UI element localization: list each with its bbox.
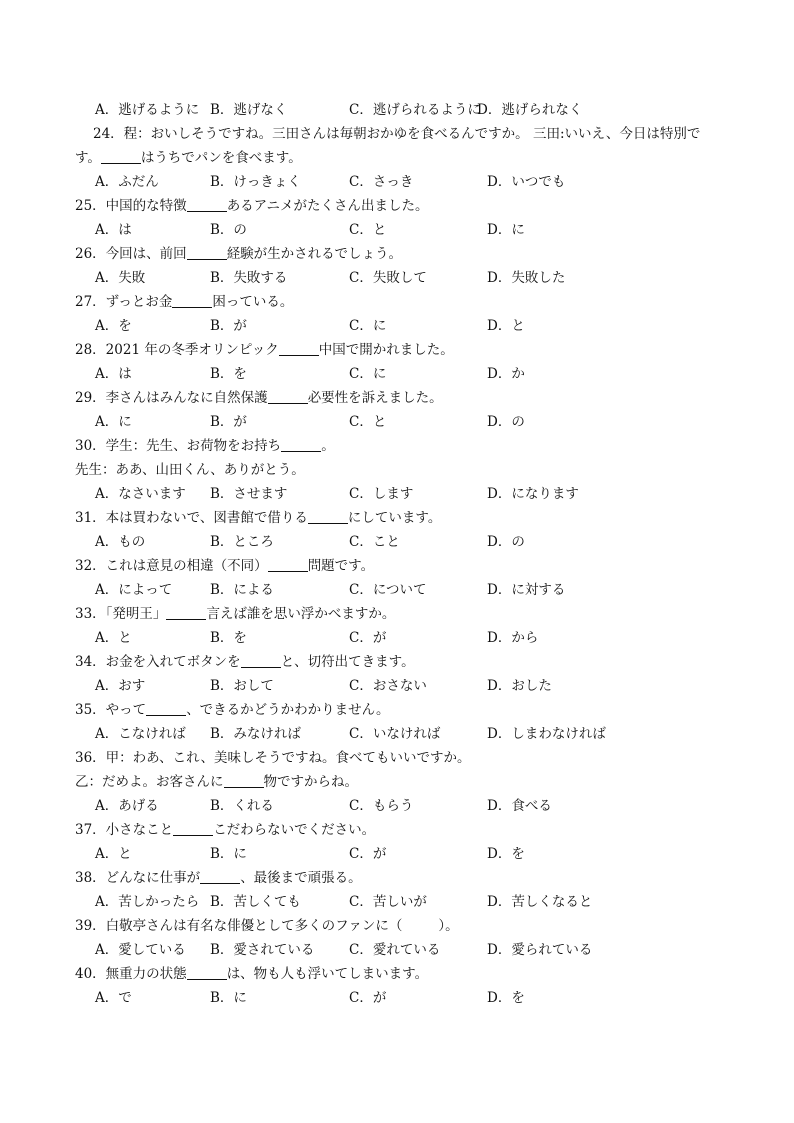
q37-option-d: D．を <box>487 846 525 862</box>
q35-question <box>75 699 734 721</box>
q35-option-a: A．こなければ <box>95 726 186 742</box>
q39-option-d: D．愛られている <box>487 942 593 958</box>
q30-option-a: A．なさいます <box>95 486 186 502</box>
q27-options <box>95 315 734 337</box>
q36-question-line1: 36．甲：わあ、これ、美味しそうですね。食べてもいいですか。 <box>75 750 471 766</box>
answer-blank <box>187 197 227 212</box>
q33-option-d: D．から <box>487 630 539 646</box>
q28-text-pre: 28．2021 年の冬季オリンピック <box>75 342 279 358</box>
q38-option-d: D．苦しくなると <box>487 894 593 910</box>
q39-options <box>95 939 734 961</box>
q28-option-a: A．は <box>95 366 132 382</box>
q26-question <box>75 243 734 265</box>
q24-question-line2 <box>75 147 734 169</box>
q35-option-c: C．いなければ <box>349 726 441 742</box>
q29-option-a: A．に <box>95 414 132 430</box>
answer-blank <box>101 149 141 164</box>
q29-option-d: D．の <box>487 414 525 430</box>
q25-options <box>95 219 734 241</box>
q23-option-d: D．逃げられなく <box>477 102 583 118</box>
q30-question-line1 <box>75 435 734 457</box>
answer-blank <box>146 701 186 716</box>
q30-question-line2: 先生：ああ、山田くん、ありがとう。 <box>75 462 305 478</box>
q31-option-d: D．の <box>487 534 525 550</box>
q27-option-c: C．に <box>349 318 387 334</box>
q26-text-post: 経験が生かされるでしょう。 <box>226 246 403 262</box>
q31-question <box>75 507 734 529</box>
q27-option-a: A．を <box>95 318 132 334</box>
q35-option-b: B．みなければ <box>210 726 301 742</box>
q36-question-line2 <box>75 771 734 793</box>
q34-option-b: B．おして <box>210 678 274 694</box>
q35-options <box>95 723 734 745</box>
q25-option-d: D．に <box>487 222 525 238</box>
q23-options <box>95 99 734 121</box>
q34-option-a: A．おす <box>95 678 146 694</box>
q37-option-c: C．が <box>349 846 387 862</box>
q38-option-c: C．苦しいが <box>349 894 427 910</box>
q33-question <box>75 603 734 625</box>
q33-options <box>95 627 734 649</box>
q29-options <box>95 411 734 433</box>
q33-text-pre: 33．「発明王」 <box>75 606 167 622</box>
q33-option-b: B．を <box>210 630 247 646</box>
q27-option-b: B．が <box>210 318 247 334</box>
q37-option-b: B．に <box>210 846 247 862</box>
answer-blank <box>308 509 348 524</box>
q33-option-a: A．と <box>95 630 132 646</box>
q28-option-d: D．か <box>487 366 525 382</box>
q40-text-pre: 40．無重力の状態 <box>75 966 187 982</box>
q28-question <box>75 339 734 361</box>
q27-text-post: 困っている。 <box>212 294 294 310</box>
q36-text-post: 物ですからね。 <box>263 774 358 790</box>
q32-question <box>75 555 734 577</box>
q28-option-b: B．を <box>210 366 247 382</box>
q34-options <box>95 675 734 697</box>
q32-text-pre: 32．これは意見の相違（不同） <box>75 558 268 574</box>
answer-blank <box>173 821 213 836</box>
q39-option-c: C．愛れている <box>349 942 441 958</box>
q37-text-pre: 37．小さなこと <box>75 822 174 838</box>
q24-options <box>95 171 734 193</box>
q30-option-c: C．します <box>349 486 414 502</box>
q39-question <box>75 915 734 937</box>
q36-option-b: B．くれる <box>210 798 274 814</box>
q37-text-post: こだわらないでください。 <box>213 822 376 838</box>
q38-options <box>95 891 734 913</box>
q27-option-d: D．と <box>487 318 525 334</box>
q39-option-b: B．愛されている <box>210 942 315 958</box>
q37-question <box>75 819 734 841</box>
q32-option-c: C．について <box>349 582 427 598</box>
q35-text-pre: 35．やって <box>75 702 147 718</box>
q25-option-b: B．の <box>210 222 247 238</box>
q40-text-post: は、物も人も浮いてしまいます。 <box>226 966 429 982</box>
q26-option-c: C．失敗して <box>349 270 427 286</box>
q40-question <box>75 963 734 985</box>
q29-text-post: 必要性を訴えました。 <box>307 390 443 406</box>
q26-option-b: B．失敗する <box>210 270 288 286</box>
q24-option-b: B．けっきょく <box>210 174 301 190</box>
q24-text-pre: す。 <box>75 150 101 166</box>
q38-option-a: A．苦しかったら <box>95 894 200 910</box>
answer-blank <box>268 389 308 404</box>
q30-option-b: B．させます <box>210 486 288 502</box>
q32-option-d: D．に対する <box>487 582 566 598</box>
q38-text-pre: 38．どんなに仕事が <box>75 870 201 886</box>
q30-options <box>95 483 734 505</box>
q24-option-d: D．いつでも <box>487 174 566 190</box>
q30-text-post: 。 <box>321 438 335 454</box>
q40-option-b: B．に <box>210 990 247 1006</box>
q26-options <box>95 267 734 289</box>
q30-text-pre: 30．学生：先生、お荷物をお持ち <box>75 438 282 454</box>
q34-option-d: D．おした <box>487 678 552 694</box>
q24-text-post: はうちでパンを食べます。 <box>140 150 302 166</box>
q34-text-post: と、切符出てきます。 <box>280 654 415 670</box>
q33-option-c: C．が <box>349 630 387 646</box>
answer-blank <box>268 557 308 572</box>
q31-options <box>95 531 734 553</box>
q32-option-b: B．による <box>210 582 274 598</box>
q36-option-c: C．もらう <box>349 798 414 814</box>
q40-options <box>95 987 734 1009</box>
q23-option-b: B．逃げなく <box>210 102 288 118</box>
q23-option-c: C．逃げられるように <box>349 102 481 118</box>
q24-question-line1: 24．程：おいしそうですね。三田さんは毎朝おかゆを食べるんですか。 三田:いいえ、今日は特別で <box>93 126 701 142</box>
q40-option-a: A．で <box>95 990 132 1006</box>
q27-question <box>75 291 734 313</box>
q39-text-pre: 39．白敬亭さんは有名な俳優として多くのファンに（ <box>75 918 403 934</box>
q31-text-post: にしています。 <box>347 510 442 526</box>
answer-blank <box>241 653 281 668</box>
q26-option-d: D．失敗した <box>487 270 566 286</box>
q31-text-pre: 31．本は買わないで、図書館で借りる <box>75 510 308 526</box>
q23-option-a: A．逃げるように <box>95 102 200 118</box>
q24-option-c: C．さっき <box>349 174 414 190</box>
q37-option-a: A．と <box>95 846 132 862</box>
q28-options <box>95 363 734 385</box>
q37-options <box>95 843 734 865</box>
q34-text-pre: 34．お金を入れてボタンを <box>75 654 241 670</box>
q27-text-pre: 27．ずっとお金 <box>75 294 173 310</box>
q29-option-c: C．と <box>349 414 387 430</box>
q35-option-d: D．しまわなければ <box>487 726 606 742</box>
q36-text-pre: 乙：だめよ。お客さんに <box>75 774 224 790</box>
answer-blank <box>187 245 227 260</box>
q31-option-a: A．もの <box>95 534 146 550</box>
q35-text-post: 、できるかどうかわかりません。 <box>186 702 390 718</box>
q25-option-a: A．は <box>95 222 132 238</box>
q38-text-post: 、最後まで頑張る。 <box>240 870 362 886</box>
q29-text-pre: 29．李さんはみんなに自然保護 <box>75 390 268 406</box>
q31-option-c: C．こと <box>349 534 400 550</box>
q36-options <box>95 795 734 817</box>
q33-text-post: 言えば誰を思い浮かべますか。 <box>206 606 396 622</box>
q29-option-b: B．が <box>210 414 247 430</box>
q28-text-post: 中国で開かれました。 <box>318 342 454 358</box>
q32-text-post: 問題です。 <box>307 558 375 574</box>
answer-blank <box>187 965 227 980</box>
q24-option-a: A．ふだん <box>95 174 159 190</box>
q26-text-pre: 26．今回は、前回 <box>75 246 187 262</box>
answer-blank <box>279 341 319 356</box>
q36-option-d: D．食べる <box>487 798 552 814</box>
q38-option-b: B．苦しくても <box>210 894 301 910</box>
q31-option-b: B．ところ <box>210 534 274 550</box>
answer-blank <box>200 869 240 884</box>
q34-question <box>75 651 734 673</box>
answer-blank <box>166 605 206 620</box>
q40-option-d: D．を <box>487 990 525 1006</box>
q29-question <box>75 387 734 409</box>
q32-options <box>95 579 734 601</box>
q32-option-a: A．によって <box>95 582 173 598</box>
answer-blank <box>172 293 212 308</box>
answer-blank <box>281 437 321 452</box>
answer-blank <box>224 773 264 788</box>
q39-text-post: ）。 <box>438 918 459 934</box>
q38-question <box>75 867 734 889</box>
q25-question <box>75 195 734 217</box>
q30-option-d: D．になります <box>487 486 579 502</box>
q39-option-a: A．愛している <box>95 942 186 958</box>
q25-option-c: C．と <box>349 222 387 238</box>
q28-option-c: C．に <box>349 366 387 382</box>
q26-option-a: A．失敗 <box>95 270 146 286</box>
q34-option-c: C．おさない <box>349 678 427 694</box>
q36-option-a: A．あげる <box>95 798 159 814</box>
q25-text-post: あるアニメがたくさん出ました。 <box>226 198 429 214</box>
q25-text-pre: 25．中国的な特徴 <box>75 198 187 214</box>
q40-option-c: C．が <box>349 990 387 1006</box>
